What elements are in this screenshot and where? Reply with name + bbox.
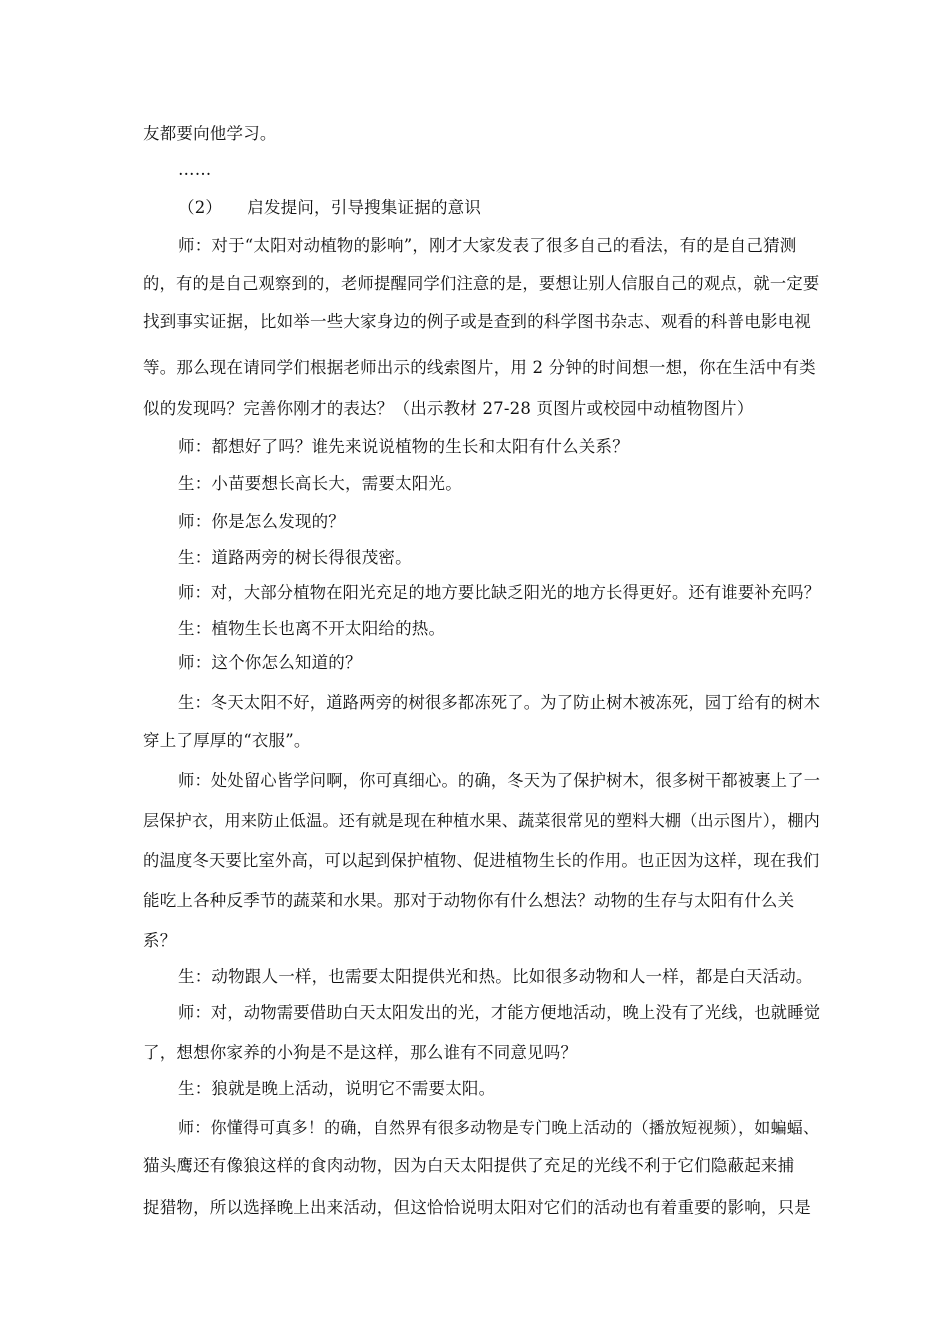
paragraph-line: 等。那么现在请同学们根据老师出示的线索图片，用 2 分钟的时间想一想，你在生活中有类 — [143, 358, 816, 377]
dialogue-line: 师：你是怎么发现的？ — [178, 512, 345, 531]
paragraph-line: 捉猎物，所以选择晚上出来活动，但这恰恰说明太阳对它们的活动也有着重要的影响，只是 — [143, 1198, 811, 1217]
dialogue-line: 生：道路两旁的树长得很茂密。 — [178, 548, 412, 567]
dialogue-line: 师：都想好了吗？谁先来说说植物的生长和太阳有什么关系？ — [178, 437, 629, 456]
dialogue-line: 师：处处留心皆学问啊，你可真细心。的确，冬天为了保护树木，很多树干都被裹上了一 — [178, 771, 821, 790]
paragraph-line: 找到事实证据，比如举一些大家身边的例子或是查到的科学图书杂志、观看的科普电影电视 — [143, 312, 811, 331]
dialogue-line: 师：这个你怎么知道的？ — [178, 653, 362, 672]
paragraph-line: 友都要向他学习。 — [143, 124, 277, 143]
dialogue-line: 生：狼就是晚上活动，说明它不需要太阳。 — [178, 1079, 496, 1098]
dialogue-line: 生：植物生长也离不开太阳给的热。 — [178, 619, 446, 638]
paragraph-line: 猫头鹰还有像狼这样的食肉动物，因为白天太阳提供了充足的光线不利于它们隐蔽起来捕 — [143, 1156, 795, 1175]
paragraph-line: 系？ — [143, 931, 177, 950]
section-heading: （2） 启发提问，引导搜集证据的意识 — [178, 198, 482, 217]
paragraph-line: 师：对于“太阳对动植物的影响”，刚才大家发表了很多自己的看法，有的是自己猜测 — [178, 236, 797, 255]
paragraph-line: 似的发现吗？完善你刚才的表达？（出示教材 27-28 页图片或校园中动植物图片） — [143, 399, 754, 418]
dialogue-line: 师：你懂得可真多！的确，自然界有很多动物是专门晚上活动的（播放短视频），如蝙蝠、 — [178, 1118, 820, 1137]
dialogue-line: 生：冬天太阳不好，道路两旁的树很多都冻死了。为了防止树木被冻死，园丁给有的树木 — [178, 693, 821, 712]
paragraph-line: 了，想想你家养的小狗是不是这样，那么谁有不同意见吗？ — [143, 1043, 578, 1062]
paragraph-line: 穿上了厚厚的“衣服”。 — [143, 731, 311, 750]
dialogue-line: 生：小苗要想长高长大，需要太阳光。 — [178, 474, 462, 493]
dialogue-line: 师：对，大部分植物在阳光充足的地方要比缺乏阳光的地方长得更好。还有谁要补充吗？ — [178, 583, 821, 602]
ellipsis-line: …… — [178, 160, 212, 179]
paragraph-line: 层保护衣，用来防止低温。还有就是现在种植水果、蔬菜很常见的塑料大棚（出示图片），棚内 — [143, 811, 820, 830]
dialogue-line: 师：对，动物需要借助白天太阳发出的光，才能方便地活动，晚上没有了光线，也就睡觉 — [178, 1003, 821, 1022]
paragraph-line: 的温度冬天要比室外高，可以起到保护植物、促进植物生长的作用。也正因为这样，现在我们 — [143, 851, 820, 870]
paragraph-line: 能吃上各种反季节的蔬菜和水果。那对于动物你有什么想法？动物的生存与太阳有什么关 — [143, 891, 795, 910]
dialogue-line: 生：动物跟人一样，也需要太阳提供光和热。比如很多动物和人一样，都是白天活动。 — [178, 967, 813, 986]
paragraph-line: 的，有的是自己观察到的，老师提醒同学们注意的是，要想让别人信服自己的观点，就一定要 — [143, 274, 820, 293]
